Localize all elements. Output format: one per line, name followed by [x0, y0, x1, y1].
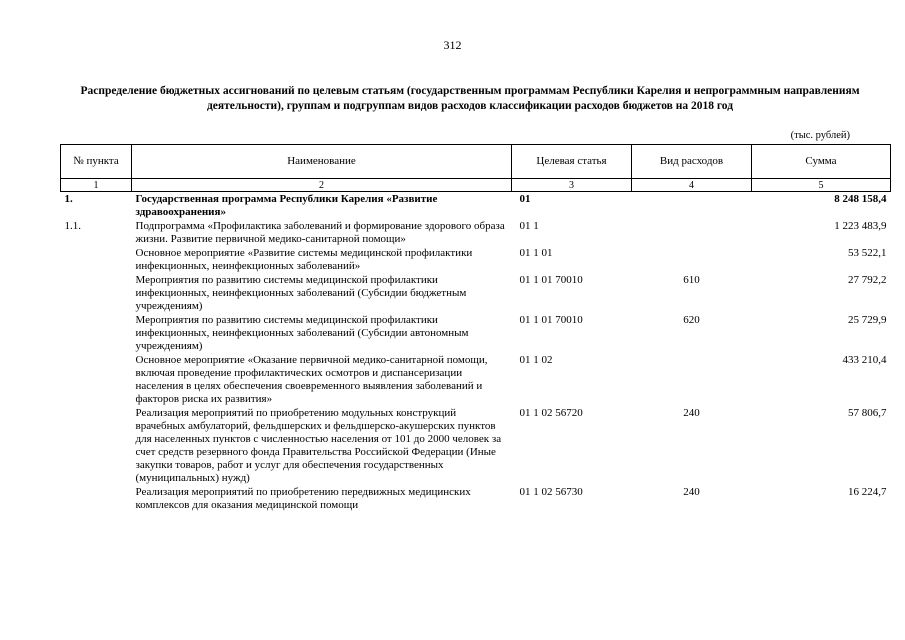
header-col-index: 2: [132, 179, 512, 192]
row-expense-type: [632, 219, 752, 246]
row-target-article: 01 1 01 70010: [519, 274, 583, 286]
row-target-article: 01: [519, 193, 531, 205]
document-title: Распределение бюджетных ассигнований по целевым статьям (государственным программам Республики Карелия и непрограммным направлениям деятельности), группам и подгруппам видов расходов классификации расходов бюджетов на 2018 год: [80, 85, 860, 112]
row-expense-type: [632, 353, 752, 406]
table-row: [61, 313, 891, 353]
row-number: [61, 246, 132, 273]
header-col-index: 4: [632, 179, 752, 192]
row-expense-type: 620: [683, 314, 700, 326]
row-expense-type: [632, 192, 752, 220]
table-row: [61, 273, 891, 313]
row-name: Основное мероприятие «Развитие системы медицинской профилактики инфекционных, неинфекционных заболеваний»: [135, 247, 473, 272]
header-col-index: 1: [61, 179, 132, 192]
header-target-article: Целевая статья: [512, 145, 632, 179]
row-target-article: 01 1 02 56730: [519, 486, 583, 498]
row-number: [61, 313, 132, 353]
row-target-article: 01 1: [519, 220, 539, 232]
budget-table: [60, 144, 891, 512]
row-sum: 53 522,1: [848, 247, 887, 259]
header-name: Наименование: [132, 145, 512, 179]
table-row: [61, 353, 891, 406]
header-col-index: 5: [752, 179, 891, 192]
row-name: Государственная программа Республики Карелия «Развитие здравоохранения»: [135, 193, 438, 218]
header-number: № пункта: [61, 145, 132, 179]
row-expense-type: [632, 246, 752, 273]
header-col-index: 3: [512, 179, 632, 192]
table-row: [61, 246, 891, 273]
row-expense-type: 610: [683, 274, 700, 286]
row-number: [61, 273, 132, 313]
row-sum: 16 224,7: [848, 486, 887, 498]
row-number: 1.1.: [64, 220, 81, 232]
row-name: Подпрограмма «Профилактика заболеваний и формирование здорового образа жизни. Развитие первичной медико-санитарной помощи»: [135, 220, 505, 245]
row-name: Основное мероприятие «Оказание первичной медико-санитарной помощи, включая проведение профилактических осмотров и диспансеризации населения в целях обеспечения своевременного выявления заболеваний и факторов риска их развития»: [135, 354, 488, 405]
units-label: (тыс. рублей): [790, 130, 850, 141]
table-row: [61, 485, 891, 512]
row-name: Мероприятия по развитию системы медицинской профилактики инфекционных, неинфекционных заболеваний (Субсидии бюджетным учреждениям): [135, 274, 467, 312]
row-number: [61, 406, 132, 485]
header-expense-type: Вид расходов: [632, 145, 752, 179]
row-sum: 1 223 483,9: [834, 220, 887, 232]
row-target-article: 01 1 02: [519, 354, 553, 366]
header-sum: Сумма: [752, 145, 891, 179]
row-name: Мероприятия по развитию системы медицинской профилактики инфекционных, неинфекционных заболеваний (Субсидии автономным учреждениям): [135, 314, 469, 352]
table-row: [61, 192, 891, 220]
row-number: 1.: [64, 193, 73, 205]
row-sum: 25 729,9: [848, 314, 887, 326]
table-row: [61, 406, 891, 485]
row-expense-type: 240: [683, 407, 700, 419]
row-name: Реализация мероприятий по приобретению передвижных медицинских комплексов для оказания медицинской помощи: [135, 486, 471, 511]
row-name: Реализация мероприятий по приобретению модульных конструкций врачебных амбулаторий, фельдшерских и фельдшерско-акушерских пунктов для населенных пунктов с численностью населения от 101 до 2000 человек за счет средств резервного фонда Правительства Российской Федерации (Иные закупки товаров, работ и услуг для обеспечения государственных (муниципальных) нужд): [135, 407, 502, 484]
page-number: 312: [443, 38, 462, 52]
row-sum: 8 248 158,4: [834, 193, 887, 205]
row-target-article: 01 1 02 56720: [519, 407, 583, 419]
row-number: [61, 485, 132, 512]
row-sum: 57 806,7: [848, 407, 887, 419]
row-sum: 27 792,2: [848, 274, 887, 286]
row-sum: 433 210,4: [842, 354, 887, 366]
row-target-article: 01 1 01 70010: [519, 314, 583, 326]
row-target-article: 01 1 01: [519, 247, 553, 259]
row-number: [61, 353, 132, 406]
row-expense-type: 240: [683, 486, 700, 498]
table-row: [61, 219, 891, 246]
